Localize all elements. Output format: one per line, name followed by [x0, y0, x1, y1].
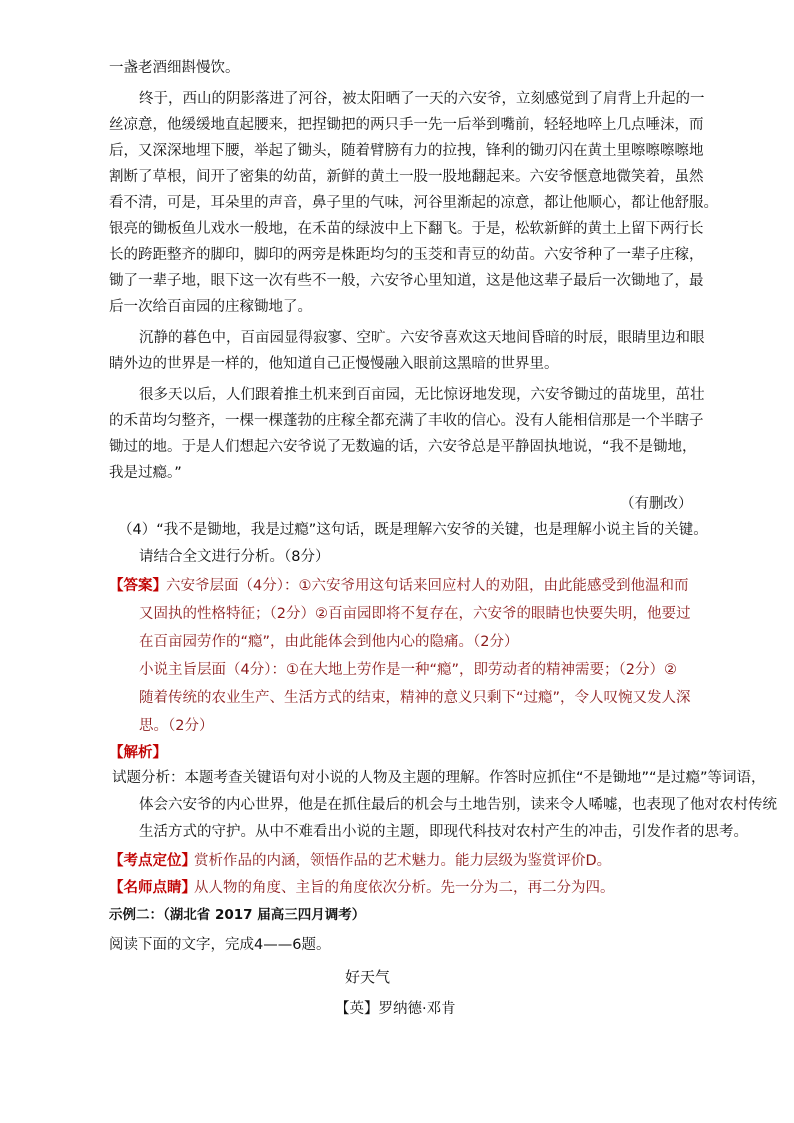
story-line: 银亮的锄板鱼儿戏水一般地，在禾苗的绿波中上下翻飞。于是，松软新鲜的黄土上留下两行长 — [109, 221, 704, 237]
article-title: 好天气 — [345, 968, 391, 986]
story-line: 终于，西山的阴影落进了河谷，被太阳晒了一天的六安爷，立刻感觉到了肩背上升起的一 — [139, 91, 705, 107]
question-text: 请结合全文进行分析。（8分） — [139, 549, 330, 565]
story-line: 锄了一辈子地，眼下这一次有些不一般，六安爷心里知道，这是他这辈子最后一次锄地了，最 — [109, 273, 704, 289]
story-line: 丝凉意，他缓缓地直起腰来，把捏锄把的两只手一先一后举到嘴前，轻轻地啐上几点唾沫，而 — [109, 117, 704, 133]
answer-line: 小说主旨层面（4分）：①在大地上劳作是一种“瘾”，即劳动者的精神需要；（2分）② — [139, 662, 677, 678]
source-note: （有删改） — [620, 496, 693, 512]
analysis-line: 体会六安爷的内心世界，他是在抓住最后的机会与土地告别，读来令人唏嘘，也表现了他对农村传统 — [139, 797, 777, 813]
example-heading: 示例二：（湖北省 2017 届高三四月调考） — [109, 907, 366, 923]
story-line: 我是过瘾。” — [109, 465, 182, 481]
story-line: 看不清，可是，耳朵里的声音，鼻子里的气味，河谷里渐起的凉意，都让他顺心，都让他舒服。 — [109, 195, 718, 211]
story-line: 睛外边的世界是一样的，他知道自己正慢慢融入眼前这黑暗的世界里。 — [109, 356, 559, 372]
story-line: 锄过的地。于是人们想起六安爷说了无数遍的话，六安爷总是平静固执地说，“我不是锄地， — [109, 439, 697, 455]
story-line: 后一次给百亩园的庄稼锄地了。 — [109, 299, 312, 315]
answer-line: 在百亩园劳作的“瘾”，由此能体会到他内心的隐痛。（2分） — [139, 634, 519, 650]
analysis-tag: 【解析】 — [109, 745, 167, 761]
analysis-line: 试题分析：本题考查关键语句对小说的人物及主题的理解。作答时应抓住“不是锄地”“是过瘾”等词语， — [112, 770, 766, 786]
analysis-line: 生活方式的守护。从中不难看出小说的主题，即现代科技对农村产生的冲击，引发作者的思考。 — [139, 824, 748, 840]
answer-line: 思。（2分） — [139, 718, 214, 734]
answer-line: 随着传统的农业生产、生活方式的结束，精神的意义只剩下“过瘾”，令人叹惋又发人深 — [139, 690, 691, 706]
story-line: 沉静的暮色中，百亩园显得寂寥、空旷。六安爷喜欢这天地间昏暗的时辰，眼睛里边和眼 — [139, 330, 705, 346]
story-line: 后，又深深地埋下腰，举起了锄头，随着臂膀有力的拉拽，锋利的锄刃闪在黄土里嚓嚓嚓嚓地 — [109, 143, 704, 159]
answer-line: 六安爷层面（4分）：①六安爷用这句话来回应村人的劝阻，由此能感受到他温和而 — [166, 578, 689, 594]
story-line: 的禾苗均匀整齐，一棵一棵蓬勃的庄稼全都充满了丰收的信心。没有人能相信那是一个半瞎子 — [109, 413, 704, 429]
story-line: 割断了草根，间开了密集的幼苗，新鲜的黄土一股一股地翻起来。六安爷惬意地微笑着，虽然 — [109, 169, 704, 185]
kaodian-text: 赏析作品的内涵，领悟作品的艺术魅力。能力层级为鉴赏评价D。 — [194, 853, 612, 869]
article-author: 【英】罗纳德·邓肯 — [335, 1001, 456, 1017]
mingshi-text: 从人物的角度、主旨的角度依次分析。先一分为二，再二分为四。 — [194, 880, 615, 896]
answer-tag: 【答案】 — [109, 578, 167, 594]
question-text: （4）“我不是锄地，我是过瘾”这句话，既是理解六安爷的关键，也是理解小说主旨的关键。 — [118, 522, 708, 538]
mingshi-tag: 【名师点睛】 — [109, 880, 196, 896]
story-line: 一盏老酒细斟慢饮。 — [109, 60, 240, 76]
story-line: 长的跨距整齐的脚印，脚印的两旁是株距均匀的玉茭和青豆的幼苗。六安爷种了一辈子庄稼， — [109, 247, 704, 263]
answer-line: 又固执的性格特征；（2分）②百亩园即将不复存在，六安爷的眼睛也快要失明，他要过 — [139, 606, 691, 622]
kaodian-tag: 【考点定位】 — [109, 853, 196, 869]
story-line: 很多天以后，人们跟着推土机来到百亩园，无比惊讶地发现，六安爷锄过的苗垅里，茁壮 — [139, 387, 705, 403]
reading-instruction: 阅读下面的文字，完成4——6题。 — [109, 937, 331, 953]
